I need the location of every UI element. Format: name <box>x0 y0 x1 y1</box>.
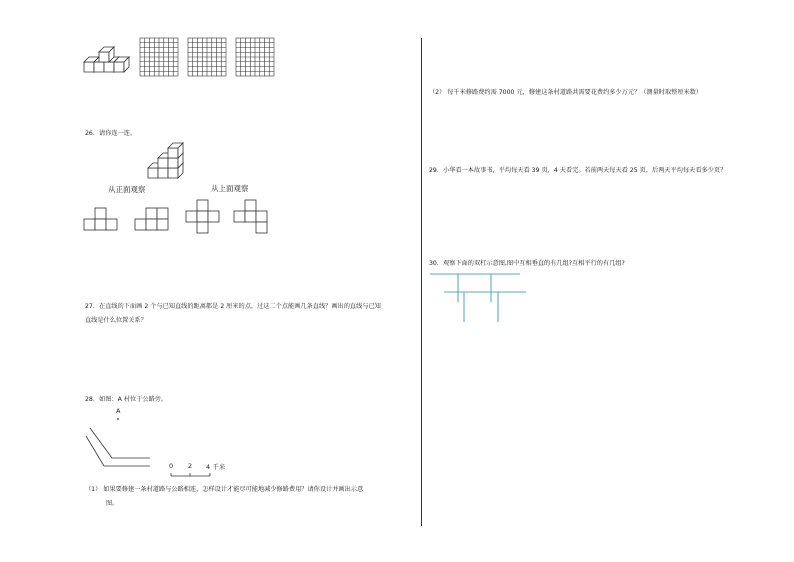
cube-pyramid-figure <box>146 140 196 180</box>
parallel-bars-figure <box>428 272 528 327</box>
front-view-label: 从正面观察 <box>108 185 146 194</box>
scale-label-0: 0 <box>169 462 174 470</box>
cube-stack-figure <box>82 40 132 80</box>
top-view-label: 从上面观察 <box>211 184 249 193</box>
view-shape-4 <box>234 200 270 236</box>
road-diagram <box>84 416 164 466</box>
question-27-line2: 直线是什么位置关系？ <box>85 317 147 324</box>
grid-paper-2 <box>188 38 228 78</box>
question-28-sub2: （2） 每千米修路费约需 7000 元，修建这条村道路共需要花费约多少万元？（测量时取整厘米数） <box>429 89 703 96</box>
question-28-sub1-line1: （1） 如果要修建一条村道路与公路相连，怎样设计才能尽可能地减少修路费用？请你设计并画出示意 <box>85 486 364 493</box>
question-26: 26．请你连一连。 <box>85 130 137 137</box>
question-29: 29．小华看一本故事书，平均每天看 39 页，4 天看完。若前两天每天看 25 页，后两天平均每天看多少页？ <box>429 167 727 174</box>
column-divider <box>421 38 422 526</box>
view-shape-3 <box>186 200 222 236</box>
scale-bar <box>170 472 220 480</box>
scale-label-2: 2 <box>188 462 193 470</box>
view-shape-2 <box>135 208 171 232</box>
question-27-line1: 27．在直线的下面画 2 个与已知直线的距离都是 2 厘米的点，过这二个点能画几条直线？画出的直线与已知 <box>85 303 381 310</box>
grid-paper-1 <box>140 38 180 78</box>
view-shape-1 <box>84 208 120 232</box>
question-28-sub1-line2: 图。 <box>106 500 119 507</box>
question-28: 28．如图：A 村位于公路旁。 <box>85 396 168 403</box>
village-a-label: A <box>116 407 121 415</box>
grid-paper-3 <box>236 38 276 78</box>
question-30: 30．观察下面的双杠示意图,图中互相垂直的有几组?互相平行的有几组? <box>429 260 625 267</box>
scale-label-4km: 4 千米 <box>206 463 226 471</box>
